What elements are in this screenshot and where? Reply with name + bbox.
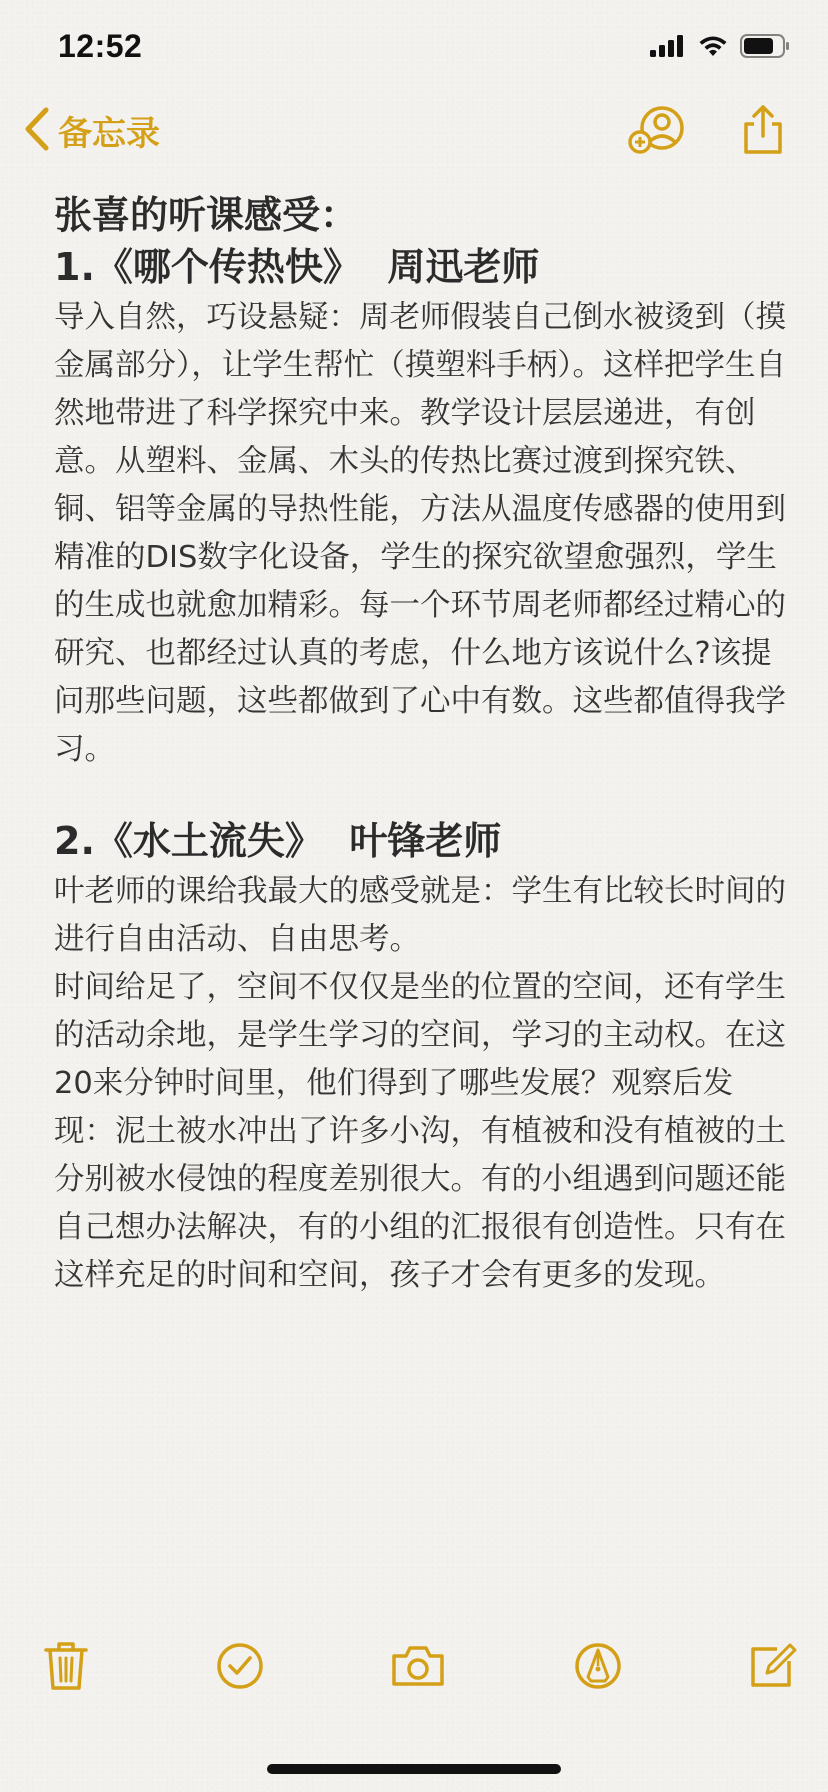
status-time: 12:52 xyxy=(58,28,143,64)
battery-icon xyxy=(740,34,790,62)
section-paragraph-2a: 叶老师的课给我最大的感受就是：学生有比较长时间的进行自由活动、自由思考。 xyxy=(54,874,786,957)
blank-line xyxy=(54,774,794,814)
note-title: 张喜的听课感受： xyxy=(54,193,359,237)
share-button[interactable] xyxy=(740,104,786,160)
camera-button[interactable] xyxy=(390,1640,446,1696)
section-heading-1: 1.《哪个传热快》 周迅老师 xyxy=(54,245,540,289)
section-heading-2: 2.《水土流失》 叶锋老师 xyxy=(54,819,502,863)
section-paragraph-1: 导入自然，巧设悬疑：周老师假装自己倒水被烫到（摸金属部分），让学生帮忙（摸塑料手柄）。这样把学生自然地带进了科学探究中来。教学设计层层递进，有创意。从塑料、金属、木头的传热比赛过渡到探究铁、铜、铝等金属的导热性能，方法从温度传感器的使用到精准的DIS数字化设备，学生的探究欲望愈强烈，学生的生成也就愈加精彩。每一个环节周老师都经过精心的研究、也都经过认真的考虑，什么地方该说什么?该提问那些问题，这些都做到了心中有数。这些都值得我学习。 xyxy=(54,300,786,767)
checklist-button[interactable] xyxy=(212,1640,268,1696)
add-people-button[interactable] xyxy=(628,104,688,160)
navigation-bar xyxy=(0,100,828,170)
add-person-icon xyxy=(628,141,688,160)
status-bar xyxy=(0,0,828,100)
compose-icon xyxy=(747,1641,797,1695)
compose-button[interactable] xyxy=(744,1640,800,1696)
back-button[interactable] xyxy=(24,106,160,155)
share-icon xyxy=(740,141,786,160)
bottom-toolbar xyxy=(0,1640,828,1720)
home-indicator[interactable] xyxy=(267,1764,561,1774)
wifi-icon xyxy=(698,35,728,61)
chevron-left-icon xyxy=(24,107,50,155)
markup-icon xyxy=(573,1641,623,1695)
markup-button[interactable] xyxy=(570,1640,626,1696)
back-label: 备忘录 xyxy=(58,114,160,154)
camera-icon xyxy=(390,1644,446,1692)
delete-button[interactable] xyxy=(38,1640,94,1696)
status-icons xyxy=(650,34,790,62)
note-body[interactable] xyxy=(54,190,794,1300)
checklist-icon xyxy=(215,1641,265,1695)
cellular-signal-icon xyxy=(650,35,686,61)
trash-icon xyxy=(44,1641,88,1695)
section-paragraph-2b: 时间给足了，空间不仅仅是坐的位置的空间，还有学生的活动余地，是学生学习的空间，学习的主动权。在这20来分钟时间里，他们得到了哪些发展？观察后发现：泥土被水冲出了许多小沟，有植被和没有植被的土分别被水侵蚀的程度差别很大。有的小组遇到问题还能自己想办法解决，有的小组的汇报很有创造性。只有在这样充足的时间和空间，孩子才会有更多的发现。 xyxy=(54,970,786,1293)
